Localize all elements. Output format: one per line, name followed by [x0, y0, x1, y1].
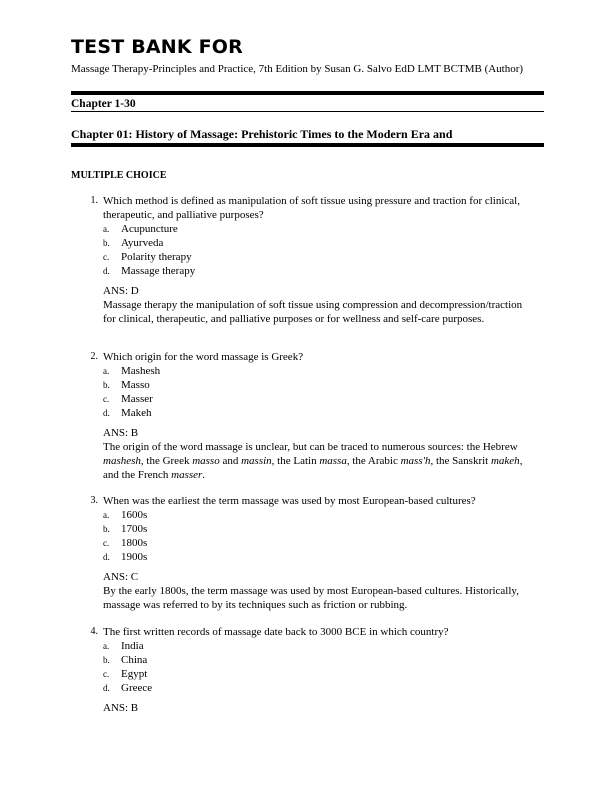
option-text: Greece [121, 682, 153, 694]
answer-key: ANS: B [103, 702, 139, 714]
option-letter: c. [103, 252, 110, 262]
question-number: 4. [90, 626, 98, 637]
option-text: Massage therapy [121, 265, 196, 277]
answer-explanation: By the early 1800s, the term massage was used by most European-based cultures. Historically, massage was referred to by its techniques such as friction or rubbing. [103, 585, 519, 611]
chapter-range: Chapter 1-30 [71, 98, 136, 110]
answer-key: ANS: D [103, 285, 139, 297]
italic-term: masso [192, 455, 220, 467]
option-text: Egypt [121, 668, 148, 680]
section-heading: MULTIPLE CHOICE [71, 170, 167, 181]
option-list [103, 508, 544, 564]
question-text: When was the earliest the term massage was used by most European-based cultures? [103, 495, 476, 507]
option-text: India [121, 640, 144, 652]
header-divider [71, 91, 544, 95]
option-text: Ayurveda [121, 237, 164, 249]
option-letter: b. [103, 238, 110, 248]
explanation-text: , the Greek [140, 455, 193, 467]
option-d [103, 550, 544, 564]
italic-term: massin [241, 455, 272, 467]
option-d [103, 681, 544, 695]
explanation-text: . [202, 469, 206, 481]
option-letter: b. [103, 380, 110, 390]
question-text: Which method is defined as manipulation of soft tissue using pressure and traction for clinical, therapeutic, and palliative purposes? [103, 195, 520, 221]
option-a [103, 222, 544, 236]
italic-term: masser [171, 469, 203, 481]
option-letter: b. [103, 655, 110, 665]
italic-term: massa [319, 455, 347, 467]
option-letter: a. [103, 641, 110, 651]
explanation-text: , the Latin [271, 455, 320, 467]
option-c [103, 250, 544, 264]
option-letter: a. [103, 366, 110, 376]
option-letter: d. [103, 552, 110, 562]
option-d [103, 264, 544, 278]
option-b [103, 522, 544, 536]
option-letter: c. [103, 669, 110, 679]
option-letter: d. [103, 266, 110, 276]
chapter-title: Chapter 01: History of Massage: Prehistoric Times to the Modern Era and [71, 127, 453, 141]
option-c [103, 536, 544, 550]
option-text: Masser [121, 393, 153, 405]
chapter-range-divider [71, 111, 544, 112]
option-b [103, 378, 544, 392]
book-subtitle: Massage Therapy-Principles and Practice, 7th Edition by Susan G. Salvo EdD LMT BCTMB (Author) [71, 63, 524, 75]
option-letter: d. [103, 683, 110, 693]
option-list [103, 222, 544, 278]
option-list [103, 639, 544, 695]
explanation-text: , and the French [103, 455, 523, 481]
explanation-text: , the Arabic [346, 455, 401, 467]
option-b [103, 236, 544, 250]
option-c [103, 392, 544, 406]
question-text: The first written records of massage date back to 3000 BCE in which country? [103, 626, 449, 638]
option-text: Masso [121, 379, 150, 391]
option-a [103, 364, 544, 378]
option-text: Polarity therapy [121, 251, 192, 263]
option-text: 1800s [121, 537, 148, 549]
explanation-text: , the Sanskrit [430, 455, 491, 467]
answer-explanation [103, 440, 528, 482]
question-number: 1. [90, 195, 98, 206]
option-letter: c. [103, 394, 110, 404]
question-2 [84, 350, 544, 482]
option-list [103, 364, 544, 420]
option-text: Makeh [121, 407, 152, 419]
option-d [103, 406, 544, 420]
option-letter: d. [103, 408, 110, 418]
option-a [103, 508, 544, 522]
question-4 [84, 625, 544, 715]
option-text: 1600s [121, 509, 148, 521]
document-title: TEST BANK FOR [71, 36, 243, 58]
option-a [103, 639, 544, 653]
answer-key: ANS: B [103, 427, 139, 439]
question-number: 3. [90, 495, 98, 506]
option-letter: b. [103, 524, 110, 534]
explanation-text: The origin of the word massage is unclear, but can be traced to numerous sources: the Hebrew [103, 441, 518, 453]
option-letter: a. [103, 224, 110, 234]
option-text: Acupuncture [121, 223, 178, 235]
italic-term: mashesh [103, 455, 141, 467]
option-text: China [121, 654, 148, 666]
question-1 [84, 194, 544, 326]
question-3 [84, 494, 544, 612]
option-c [103, 667, 544, 681]
explanation-text: and [219, 455, 242, 467]
option-letter: c. [103, 538, 110, 548]
option-text: 1700s [121, 523, 148, 535]
option-text: Mashesh [121, 365, 161, 377]
answer-explanation: Massage therapy the manipulation of soft tissue using compression and decompression/traction for clinical, therapeutic, and palliative purposes or for wellness and self-care purposes. [103, 299, 523, 325]
question-number: 2. [90, 351, 98, 362]
answer-key: ANS: C [103, 571, 139, 583]
italic-term: makeh [490, 455, 520, 467]
option-b [103, 653, 544, 667]
option-text: 1900s [121, 551, 148, 563]
italic-term: mass'h [400, 455, 431, 467]
option-letter: a. [103, 510, 110, 520]
question-text: Which origin for the word massage is Greek? [103, 351, 304, 363]
chapter-title-divider [71, 143, 544, 147]
